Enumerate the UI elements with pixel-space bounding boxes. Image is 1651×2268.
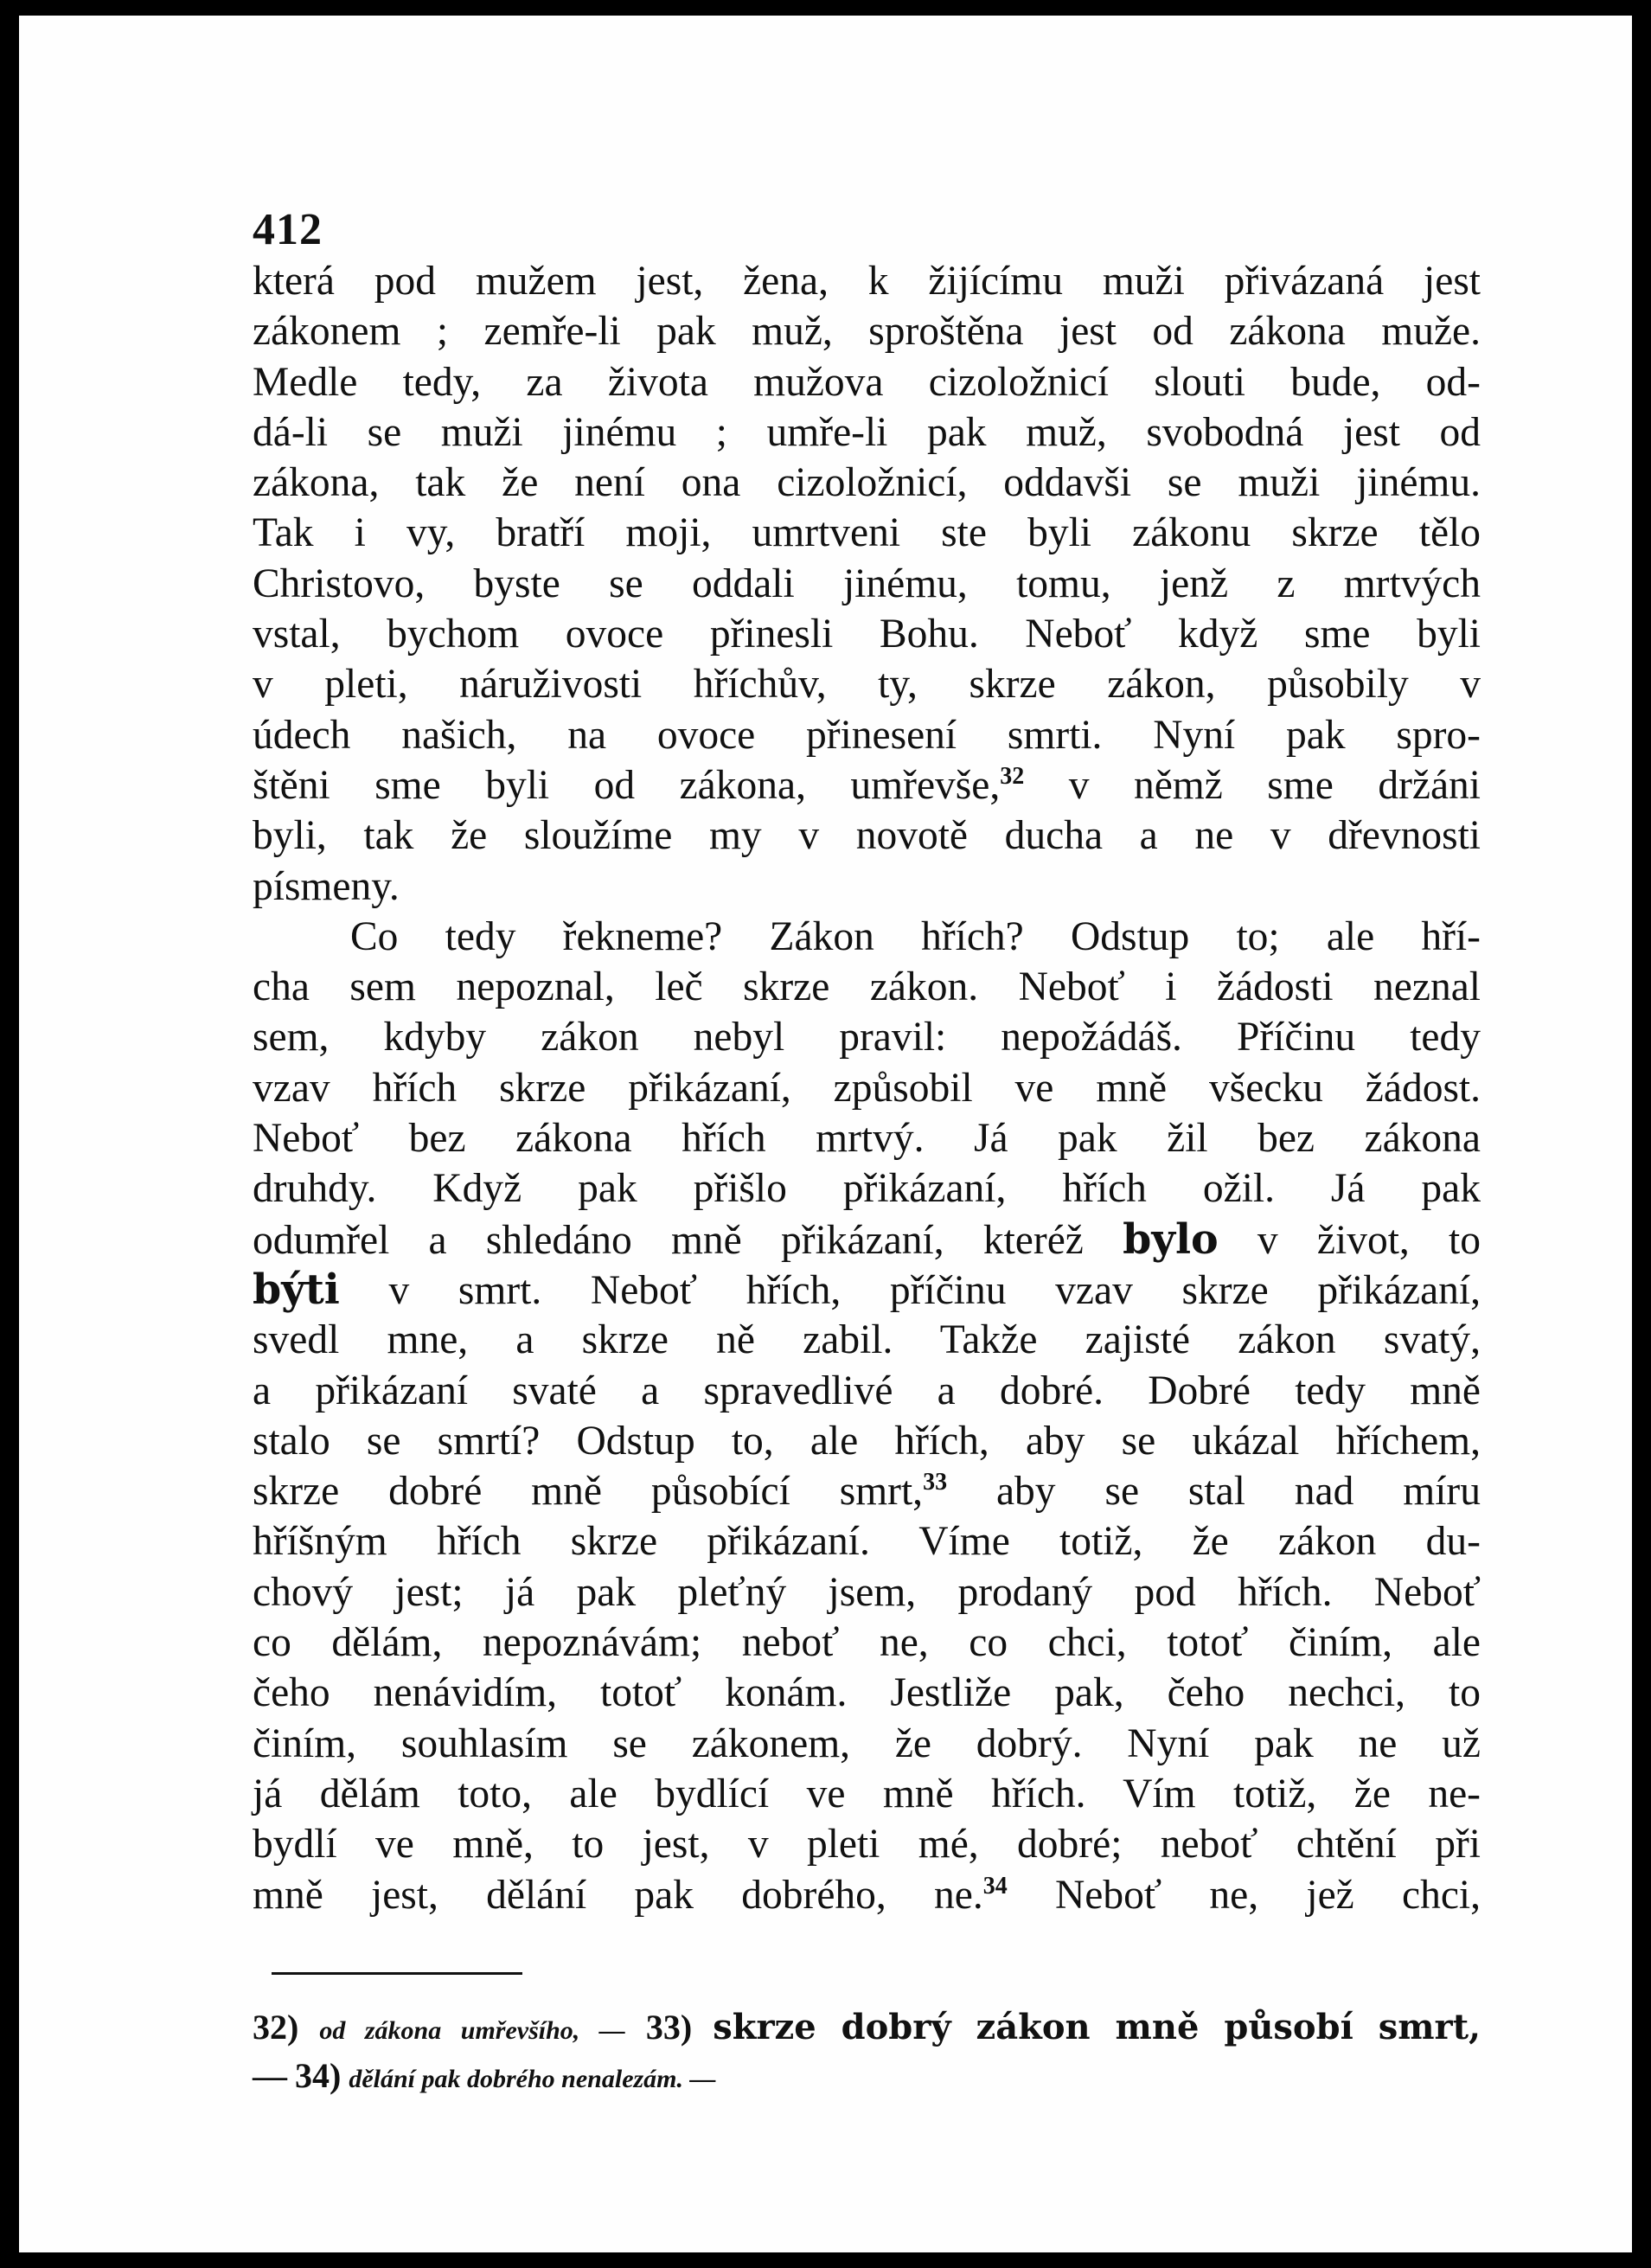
blackletter-word: bylo (1123, 1214, 1219, 1264)
text-line: svedl mne, a skrze ně zabil. Takže zajisté zákon svatý, (253, 1317, 1481, 1363)
footnote-number-32: 32) (253, 2008, 299, 2047)
text-line (253, 1214, 1481, 1265)
text-line: hříšným hřích skrze přikázaní. Víme totiž, že zákon du- (253, 1519, 1481, 1565)
blackletter-word: býti (253, 1265, 340, 1314)
text-line: zákonem ; zemře-li pak muž, sproštěna jest od zákona muže. (253, 309, 1481, 355)
text-line: stalo se smrtí? Odstup to, ale hřích, aby se ukázal hříchem, (253, 1418, 1481, 1464)
text-segment: skrze dobré mně působící smrt, (253, 1469, 924, 1515)
footnote-ref-33: 33 (923, 1469, 948, 1496)
text-line: Christovo, byste se oddali jinému, tomu, jenž z mrtvých (253, 561, 1481, 606)
text-line: čeho nenávidím, totoť konám. Jestliže pak, čeho nechci, to (253, 1670, 1481, 1716)
page-number: 412 (253, 205, 323, 254)
text-line: písmeny. (253, 863, 400, 909)
text-line-footnote-32 (253, 760, 1481, 810)
text-line: zákona, tak že není ona cizoložnicí, oddavši se muži jinému. (253, 460, 1481, 506)
text-segment: mně jest, dělání pak dobrého, ne. (253, 1872, 983, 1918)
text-line-footnote-33 (253, 1466, 1481, 1516)
footnote-text-33: skrze dobrý zákon mně působí smrt, (713, 2007, 1481, 2047)
footnote-dash: — (253, 2056, 287, 2095)
document-page (19, 16, 1632, 2252)
text-line: dá-li se muži jinému ; umře-li pak muž, svobodná jest od (253, 409, 1481, 455)
footnote-ref-32: 32 (1000, 763, 1025, 791)
text-line: byli, tak že sloužíme my v novotě ducha a ne v dřevnosti (253, 813, 1481, 859)
text-line: druhdy. Když pak přišlo přikázaní, hřích ožil. Já pak (253, 1166, 1481, 1212)
footnote-line (253, 2005, 1481, 2053)
text-line-footnote-34 (253, 1870, 1481, 1920)
text-line: Neboť bez zákona hřích mrtvý. Já pak žil bez zákona (253, 1116, 1481, 1162)
text-line: údech našich, na ovoce přinesení smrti. Nyní pak spro- (253, 712, 1481, 758)
text-line: bydlí ve mně, to jest, v pleti mé, dobré; neboť chtění při (253, 1822, 1481, 1868)
text-line (253, 1265, 1481, 1315)
text-line: činím, souhlasím se zákonem, že dobrý. Nyní pak ne už (253, 1720, 1481, 1766)
text-segment: odumřel a shledáno mně přikázaní, kteréž (253, 1217, 1123, 1263)
footnote-divider (272, 1972, 522, 1975)
text-line: co dělám, nepoznávám; neboť ne, co chci, totoť činím, ale (253, 1620, 1481, 1666)
text-segment: aby se stal nad míru (947, 1469, 1481, 1515)
text-segment: v němž sme držáni (1024, 762, 1481, 808)
text-segment: Neboť ne, jež chci, (1007, 1872, 1481, 1918)
footnote-line (253, 2053, 1481, 2102)
footnote-text-34: dělání pak dobrého nenalezám. — (349, 2065, 716, 2093)
text-line: Tak i vy, bratří moji, umrtveni ste byli zákonu skrze tělo (253, 510, 1481, 556)
text-line: cha sem nepoznal, leč skrze zákon. Neboť i žádosti neznal (253, 964, 1481, 1010)
footnote-number-33: 33) (645, 2008, 693, 2047)
text-segment: v smrt. Neboť hřích, příčinu vzav skrze přikázaní, (339, 1267, 1481, 1313)
text-line: chový jest; já pak pleťný jsem, prodaný pod hřích. Neboť (253, 1569, 1481, 1615)
text-line: která pod mužem jest, žena, k žijícímu muži přivázaná jest (253, 259, 1481, 304)
main-text (253, 256, 1481, 1920)
text-line: vstal, bychom ovoce přinesli Bohu. Neboť když sme byli (253, 612, 1481, 657)
text-line: Co tedy řekneme? Zákon hřích? Odstup to; ale hří- (350, 913, 1481, 959)
footnote-number-34: 34) (295, 2056, 342, 2095)
text-line: sem, kdyby zákon nebyl pravil: nepožádáš. Příčinu tedy (253, 1015, 1481, 1060)
text-line: vzav hřích skrze přikázaní, způsobil ve mně všecku žádost. (253, 1065, 1481, 1111)
text-line: Medle tedy, za života mužova cizoložnicí slouti bude, od- (253, 359, 1481, 405)
text-segment: štěni sme byli od zákona, umřevše, (253, 762, 1001, 808)
footnote-ref-34: 34 (982, 1872, 1008, 1900)
footnotes (253, 2005, 1481, 2102)
footnote-text-32: od zákona umřevšího, — (319, 2016, 625, 2045)
text-line: a přikázaní svaté a spravedlivé a dobré. Dobré tedy mně (253, 1368, 1481, 1413)
text-line: v pleti, náruživosti hříchův, ty, skrze zákon, působily v (253, 662, 1481, 708)
text-segment: v život, to (1218, 1217, 1481, 1263)
text-line: já dělám toto, ale bydlící ve mně hřích. Vím totiž, že ne- (253, 1771, 1481, 1816)
